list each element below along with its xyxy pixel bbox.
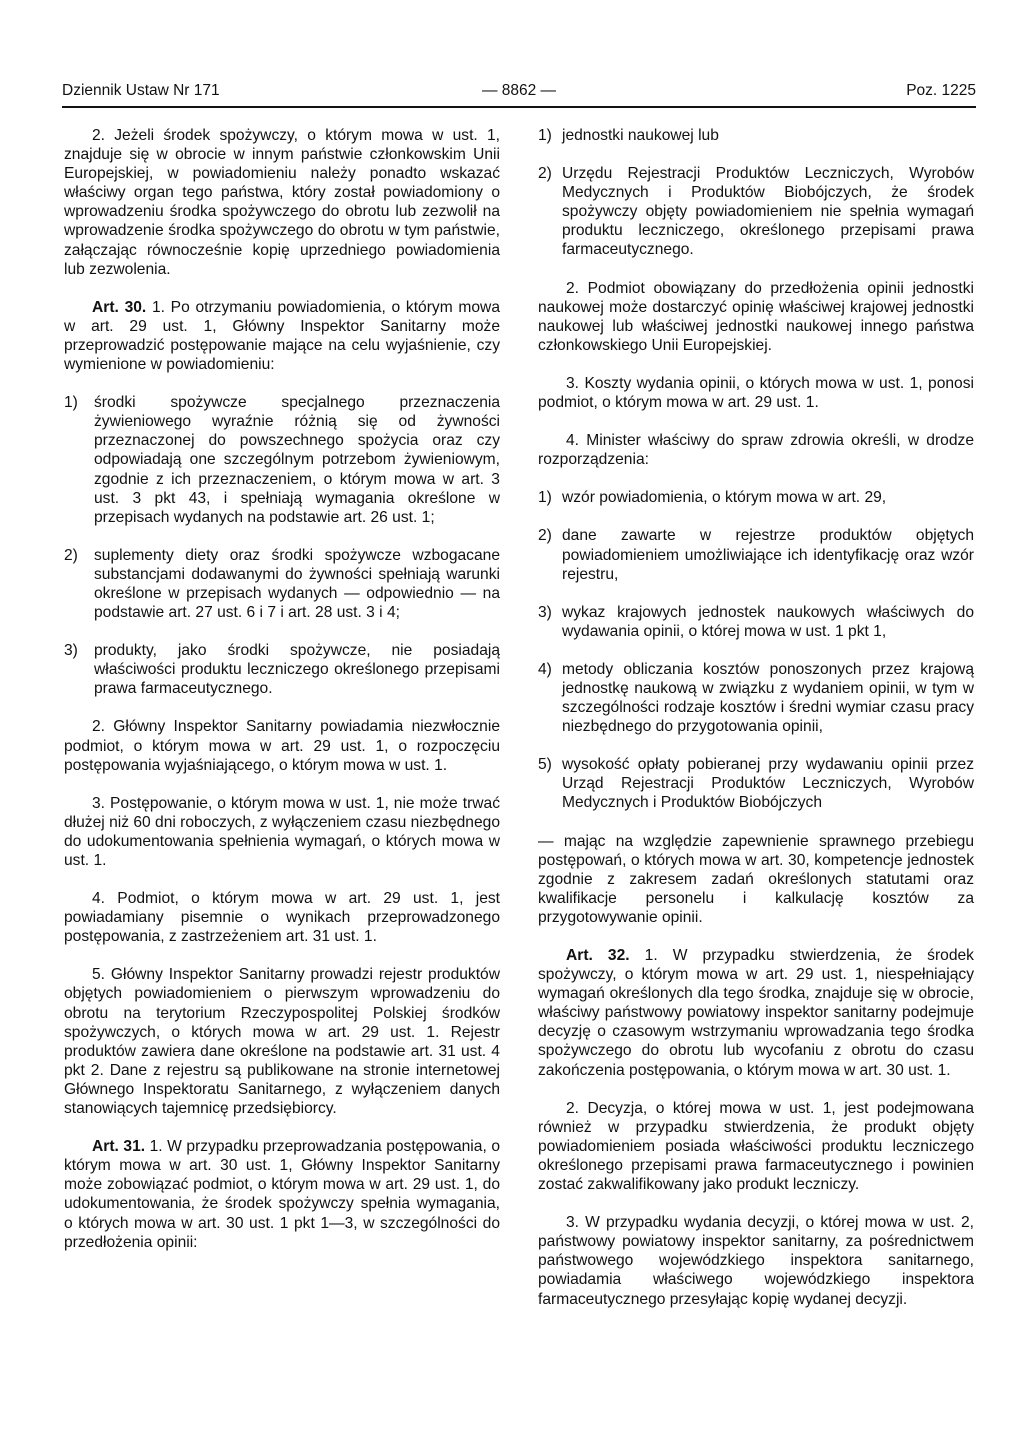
list-item [538, 603, 974, 641]
paragraph: 2. Jeżeli środek spożywczy, o którym mowa w ust. 1, znajduje się w obrocie w innym państwie członkowskim Unii Europejskiej, w powiadomieniu należy ponadto wskazać właściwy organ tego państwa, który został powiadomiony o wprowadzeniu środka spożywczego do obrotu lub zezwolił na wprowadzenie środka spożywczego do obrotu w tym państwie, załączając równocześnie kopię uprzedniego powiadomienia lub zezwolenia. [64, 127, 500, 278]
list-text: Urzędu Rejestracji Produktów Leczniczych, Wyrobów Medycznych i Produktów Biobójczych, że środek spożywczy objęty powiadomieniem nie spełnia wymagań produktu leczniczego, określonego przepisami prawa farmaceutycznego. [562, 165, 974, 259]
list-item [538, 526, 974, 583]
article-text: 1. W przypadku stwierdzenia, że środek spożywczy, o którym mowa w art. 29 ust. 1, niespełniający wymagań określonych dla tego środka, znajduje się w obrocie, właściwy państwowy powiatowy inspektor sanitarny podejmuje decyzję o czasowym wstrzymaniu wprowadzania tego środka spożywczego do obrotu lub wycofaniu z obrotu do czasu zakończenia postępowania, o którym mowa w art. 30 ust. 1. [538, 947, 974, 1079]
list-number: 1) [538, 127, 552, 144]
article-30 [64, 298, 500, 374]
paragraph: 2. Podmiot obowiązany do przedłożenia opinii jednostki naukowej może dostarczyć opinię właściwej krajowej jednostki naukowej lub właściwej jednostki naukowej innego państwa członkowskiego Unii Europejskiej. [538, 279, 974, 354]
paragraph: 3. Koszty wydania opinii, o których mowa w ust. 1, ponosi podmiot, o którym mowa w art. 29 ust. 1. [538, 374, 974, 412]
list-number: 2) [538, 165, 552, 183]
left-column [64, 126, 500, 1271]
list-text: suplementy diety oraz środki spożywcze wzbogacane substancjami dodawanymi do żywności spełniają warunki określone w przepisach wydanych — odpowiednio — na podstawie art. 27 ust. 6 i 7 i art. 28 ust. 3 i 4; [94, 546, 500, 622]
list-text: jednostki naukowej lub [562, 127, 719, 144]
list-item [538, 488, 974, 507]
journal-title: Dziennik Ustaw Nr 171 [62, 82, 220, 99]
article-31 [64, 1137, 500, 1252]
list-text: metody obliczania kosztów ponoszonych przez krajową jednostkę naukową w związku z wydaniem opinii, w tym w szczególności rodzaje kosztów i średni wymiar czasu pracy niezbędnego do przygotowania opinii, [562, 660, 974, 736]
list-item [64, 641, 500, 698]
paragraph: 3. Postępowanie, o którym mowa w ust. 1, nie może trwać dłużej niż 60 dni roboczych, z wyłączeniem czasu niezbędnego do udokumentowania spełnienia wymagań, o których mowa w ust. 1. [64, 794, 501, 869]
list-number: 1) [64, 394, 78, 412]
list-number: 5) [538, 756, 552, 774]
list-item [538, 126, 974, 145]
position-number: Poz. 1225 [906, 82, 976, 99]
list-text: dane zawarte w rejestrze produktów objętych powiadomieniem umożliwiające ich identyfikację oraz wzór rejestru, [562, 527, 974, 583]
paragraph: 2. Decyzja, o której mowa w ust. 1, jest podejmowana również w przypadku stwierdzenia, że produkt objęty powiadomieniem posiada właściwości produktu leczniczego określonego przepisami prawa farmaceutycznego i powinien zostać zakwalifikowany jako produkt leczniczy. [538, 1099, 974, 1194]
list-number: 1) [538, 489, 552, 507]
list-number: 4) [538, 660, 552, 678]
article-32 [538, 946, 974, 1080]
list-number: 2) [64, 546, 78, 564]
paragraph: 5. Główny Inspektor Sanitarny prowadzi rejestr produktów objętych powiadomieniem o pierwszym wprowadzeniu do obrotu na terytorium Rzeczypospolitej Polskiej środków spożywczych, o których mowa w art. 29 ust. 1. Rejestr produktów zawiera dane określone na podstawie art. 31 ust. 4 pkt 2. Dane z rejestru są publikowane na stronie internetowej Głównego Inspektoratu Sanitarnego, z wyłączeniem danych stanowiących tajemnicę przedsiębiorcy. [64, 966, 500, 1118]
paragraph: 3. W przypadku wydania decyzji, o której mowa w ust. 2, państwowy powiatowy inspektor sanitarny, za pośrednictwem państwowego wojewódzkiego inspektora sanitarnego, powiadamia właściwego wojewódzkiego inspektora farmaceutycznego przesyłając kopię wydanej decyzji. [538, 1214, 974, 1308]
list-item [538, 660, 974, 736]
list-item [538, 164, 974, 259]
paragraph: 4. Minister właściwy do spraw zdrowia określi, w drodze rozporządzenia: [538, 432, 974, 469]
article-text: 1. W przypadku przeprowadzania postępowania, o którym mowa w art. 30 ust. 1, Główny Inspektor Sanitarny może zobowiązać podmiot, o którym mowa w art. 29 ust. 1, do udokumentowania, że środek spożywczy spełnia wymagania, o których mowa w art. 30 ust. 1 pkt 1—3, w szczególności do przedłożenia opinii: [64, 1138, 500, 1251]
page-number: — 8862 — [481, 82, 557, 99]
list-text: wykaz krajowych jednostek naukowych właściwych do wydawania opinii, o której mowa w ust. 1 pkt 1, [562, 603, 974, 640]
right-column [538, 126, 974, 1328]
article-label: Art. 31. [92, 1138, 146, 1156]
paragraph: 2. Główny Inspektor Sanitarny powiadamia niezwłocznie podmiot, o którym mowa w art. 29 ust. 1, o rozpoczęciu postępowania wyjaśniającego, o którym mowa w ust. 1. [64, 718, 500, 774]
list-item [64, 546, 500, 622]
article-label: Art. 30. [92, 298, 147, 316]
list-number: 2) [538, 527, 552, 545]
list-text: wysokość opłaty pobieranej przy wydawaniu opinii przez Urząd Rejestracji Produktów Leczniczych, Wyrobów Medycznych i Produktów Biobójczych [562, 756, 974, 812]
article-label: Art. 32. [566, 947, 630, 964]
list-number: 3) [64, 642, 78, 660]
list-text: środki spożywcze specjalnego przeznaczenia żywieniowego wyraźnie różnią się od żywności przeznaczonej do powszechnego spożycia oraz czy odpowiadają one szczególnym potrzebom żywieniowym, zgodnie z ich przeznaczeniem, o którym mowa w art. 3 ust. 3 pkt 43, i spełniają wymagania określone w przepisach wydanych na podstawie art. 26 ust. 1; [94, 394, 500, 526]
list-item [538, 755, 974, 812]
page-header [62, 72, 976, 108]
list-number: 3) [538, 603, 552, 621]
paragraph: 4. Podmiot, o którym mowa w art. 29 ust. 1, jest powiadamiany pisemnie o wynikach przeprowadzonego postępowania, z zastrzeżeniem art. 31 ust. 1. [64, 890, 500, 946]
list-text: produkty, jako środki spożywcze, nie posiadają właściwości produktu leczniczego określonego przepisami prawa farmaceutycznego. [94, 642, 500, 698]
article-text: 1. Po otrzymaniu powiadomienia, o którym mowa w art. 29 ust. 1, Główny Inspektor Sanitarny może przeprowadzić postępowanie mające na celu wyjaśnienie, czy wymienione w powiadomieniu: [64, 298, 500, 374]
list-text: wzór powiadomienia, o którym mowa w art. 29, [562, 489, 887, 507]
closing-clause: — mając na względzie zapewnienie sprawnego przebiegu postępowań, o których mowa w art. 30, kompetencje jednostek zgodnie z zakresem zadań określonych statutami oraz kwalifikacje personelu i kalkulację kosztów za przygotowywanie opinii. [538, 832, 974, 926]
list-item [64, 393, 500, 527]
